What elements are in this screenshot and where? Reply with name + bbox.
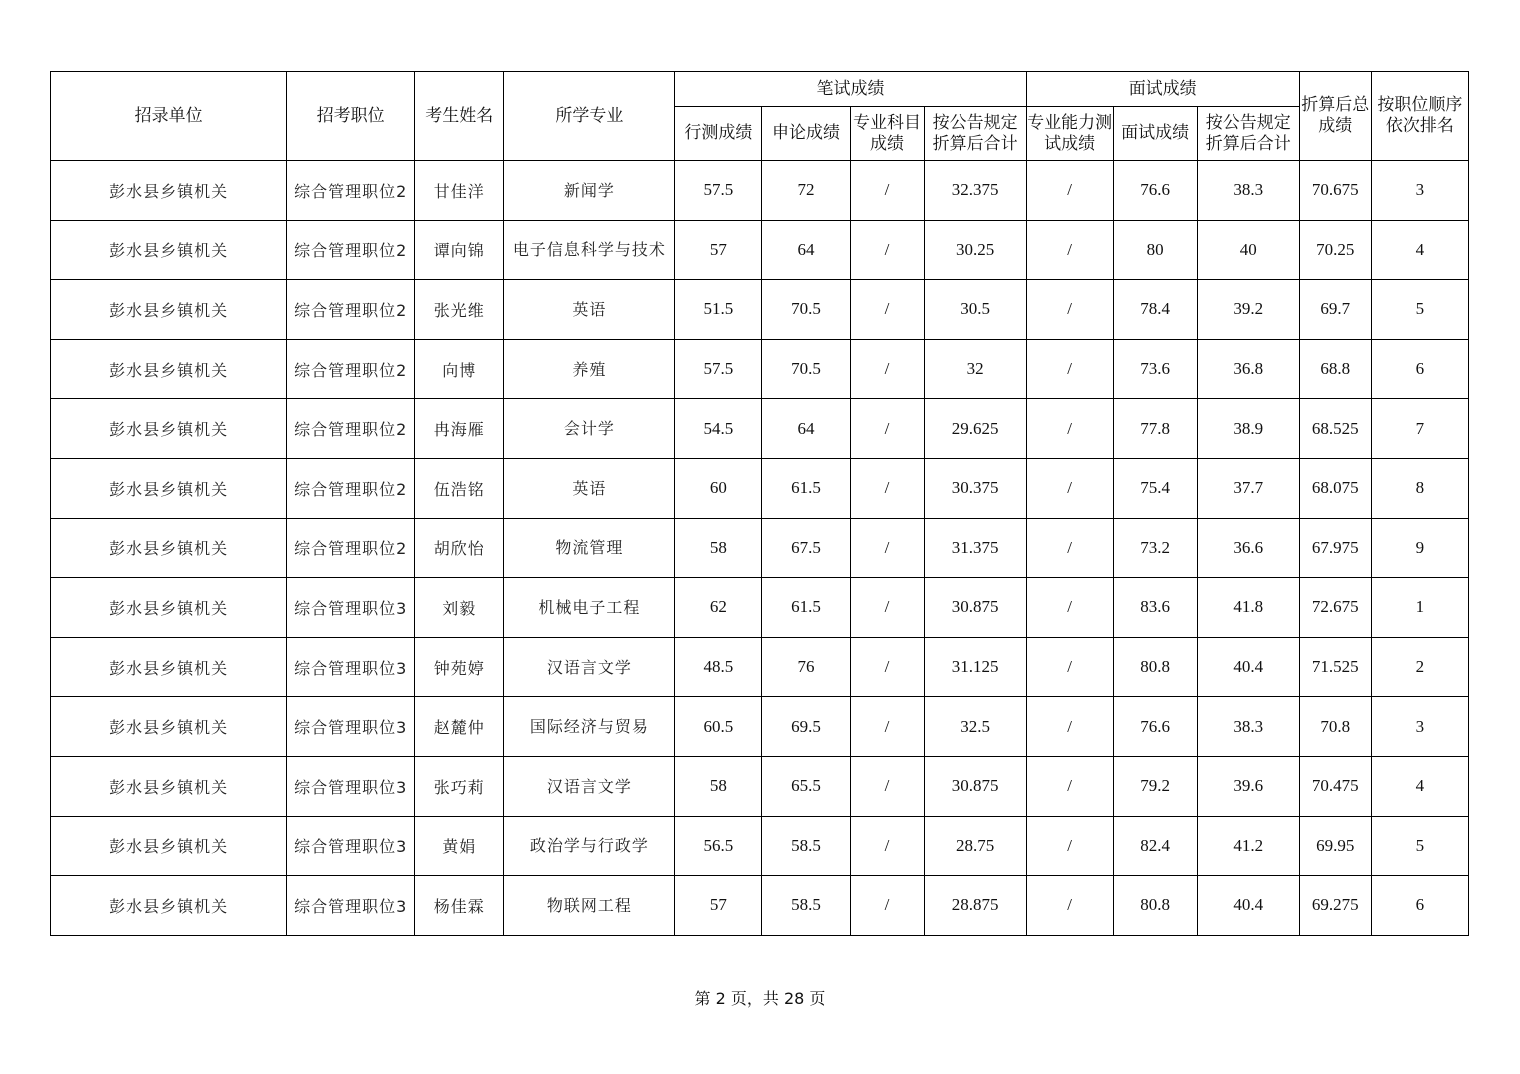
cell-ability: / — [1026, 458, 1113, 518]
cell-specialty: / — [850, 220, 924, 280]
cell-interview: 76.6 — [1113, 161, 1197, 221]
cell-rank: 2 — [1371, 637, 1468, 697]
cell-interview-total: 36.8 — [1197, 339, 1299, 399]
cell-name: 伍浩铭 — [415, 458, 504, 518]
cell-rank: 8 — [1371, 458, 1468, 518]
cell-shenlun: 61.5 — [762, 578, 850, 638]
cell-written-total: 29.625 — [924, 399, 1026, 459]
cell-position: 综合管理职位2 — [287, 399, 415, 459]
cell-position: 综合管理职位2 — [287, 458, 415, 518]
cell-final-total: 70.8 — [1299, 697, 1371, 757]
cell-specialty: / — [850, 399, 924, 459]
cell-written-total: 30.875 — [924, 756, 1026, 816]
cell-final-total: 68.8 — [1299, 339, 1371, 399]
cell-major: 汉语言文学 — [504, 637, 675, 697]
cell-unit: 彭水县乡镇机关 — [51, 578, 287, 638]
cell-final-total: 70.475 — [1299, 756, 1371, 816]
cell-written-total: 30.25 — [924, 220, 1026, 280]
cell-interview: 80 — [1113, 220, 1197, 280]
cell-written-total: 28.875 — [924, 876, 1026, 936]
table-row — [51, 280, 1469, 340]
cell-final-total: 68.525 — [1299, 399, 1371, 459]
cell-position: 综合管理职位2 — [287, 220, 415, 280]
cell-unit: 彭水县乡镇机关 — [51, 876, 287, 936]
header-major: 所学专业 — [504, 72, 675, 161]
cell-specialty: / — [850, 697, 924, 757]
cell-written-total: 32.375 — [924, 161, 1026, 221]
header-interview-total: 按公告规定折算后合计 — [1197, 107, 1299, 161]
table-row — [51, 637, 1469, 697]
cell-shenlun: 70.5 — [762, 280, 850, 340]
cell-xingce: 51.5 — [675, 280, 762, 340]
cell-ability: / — [1026, 518, 1113, 578]
cell-major: 会计学 — [504, 399, 675, 459]
cell-interview: 79.2 — [1113, 756, 1197, 816]
cell-shenlun: 61.5 — [762, 458, 850, 518]
cell-rank: 3 — [1371, 161, 1468, 221]
page-footer: 第 2 页，共 28 页 — [694, 989, 826, 1008]
cell-interview: 77.8 — [1113, 399, 1197, 459]
cell-major: 汉语言文学 — [504, 756, 675, 816]
cell-specialty: / — [850, 816, 924, 876]
cell-xingce: 58 — [675, 518, 762, 578]
cell-position: 综合管理职位2 — [287, 339, 415, 399]
cell-interview: 76.6 — [1113, 697, 1197, 757]
cell-written-total: 31.375 — [924, 518, 1026, 578]
cell-specialty: / — [850, 458, 924, 518]
table-row — [51, 399, 1469, 459]
cell-interview-total: 39.6 — [1197, 756, 1299, 816]
cell-interview-total: 41.2 — [1197, 816, 1299, 876]
cell-rank: 5 — [1371, 280, 1468, 340]
cell-written-total: 28.75 — [924, 816, 1026, 876]
cell-major: 养殖 — [504, 339, 675, 399]
header-final-total: 折算后总成绩 — [1299, 72, 1371, 161]
cell-major: 新闻学 — [504, 161, 675, 221]
cell-shenlun: 72 — [762, 161, 850, 221]
cell-name: 甘佳洋 — [415, 161, 504, 221]
cell-position: 综合管理职位3 — [287, 578, 415, 638]
cell-major: 电子信息科学与技术 — [504, 220, 675, 280]
cell-rank: 9 — [1371, 518, 1468, 578]
cell-name: 黄娟 — [415, 816, 504, 876]
cell-xingce: 57.5 — [675, 161, 762, 221]
cell-shenlun: 64 — [762, 399, 850, 459]
cell-ability: / — [1026, 637, 1113, 697]
header-ability: 专业能力测试成绩 — [1026, 107, 1113, 161]
cell-rank: 4 — [1371, 220, 1468, 280]
cell-interview-total: 36.6 — [1197, 518, 1299, 578]
cell-written-total: 30.875 — [924, 578, 1026, 638]
cell-ability: / — [1026, 161, 1113, 221]
cell-name: 钟苑婷 — [415, 637, 504, 697]
cell-unit: 彭水县乡镇机关 — [51, 458, 287, 518]
cell-major: 机械电子工程 — [504, 578, 675, 638]
header-position: 招考职位 — [287, 72, 415, 161]
cell-shenlun: 76 — [762, 637, 850, 697]
cell-unit: 彭水县乡镇机关 — [51, 637, 287, 697]
cell-major: 英语 — [504, 458, 675, 518]
cell-xingce: 56.5 — [675, 816, 762, 876]
cell-name: 赵麓仲 — [415, 697, 504, 757]
cell-ability: / — [1026, 697, 1113, 757]
cell-written-total: 31.125 — [924, 637, 1026, 697]
cell-position: 综合管理职位3 — [287, 637, 415, 697]
cell-written-total: 32.5 — [924, 697, 1026, 757]
cell-specialty: / — [850, 637, 924, 697]
cell-xingce: 60 — [675, 458, 762, 518]
cell-unit: 彭水县乡镇机关 — [51, 697, 287, 757]
cell-ability: / — [1026, 399, 1113, 459]
cell-major: 政治学与行政学 — [504, 816, 675, 876]
cell-xingce: 57.5 — [675, 339, 762, 399]
cell-interview-total: 40.4 — [1197, 876, 1299, 936]
cell-rank: 6 — [1371, 339, 1468, 399]
cell-unit: 彭水县乡镇机关 — [51, 220, 287, 280]
cell-shenlun: 64 — [762, 220, 850, 280]
cell-xingce: 57 — [675, 220, 762, 280]
header-written-group: 笔试成绩 — [675, 72, 1026, 107]
cell-unit: 彭水县乡镇机关 — [51, 280, 287, 340]
table-row — [51, 578, 1469, 638]
cell-final-total: 70.25 — [1299, 220, 1371, 280]
cell-rank: 5 — [1371, 816, 1468, 876]
table-row — [51, 697, 1469, 757]
cell-ability: / — [1026, 220, 1113, 280]
table-row — [51, 339, 1469, 399]
cell-final-total: 69.95 — [1299, 816, 1371, 876]
cell-ability: / — [1026, 816, 1113, 876]
cell-xingce: 60.5 — [675, 697, 762, 757]
cell-ability: / — [1026, 339, 1113, 399]
cell-position: 综合管理职位3 — [287, 756, 415, 816]
cell-interview: 75.4 — [1113, 458, 1197, 518]
cell-position: 综合管理职位3 — [287, 697, 415, 757]
cell-rank: 6 — [1371, 876, 1468, 936]
table-row — [51, 816, 1469, 876]
cell-name: 冉海雁 — [415, 399, 504, 459]
cell-rank: 1 — [1371, 578, 1468, 638]
cell-interview-total: 37.7 — [1197, 458, 1299, 518]
cell-final-total: 72.675 — [1299, 578, 1371, 638]
cell-xingce: 58 — [675, 756, 762, 816]
header-interview-group: 面试成绩 — [1026, 72, 1299, 107]
cell-specialty: / — [850, 578, 924, 638]
cell-shenlun: 67.5 — [762, 518, 850, 578]
cell-ability: / — [1026, 280, 1113, 340]
cell-name: 张巧莉 — [415, 756, 504, 816]
header-shenlun: 申论成绩 — [762, 107, 850, 161]
cell-shenlun: 58.5 — [762, 816, 850, 876]
cell-unit: 彭水县乡镇机关 — [51, 816, 287, 876]
cell-unit: 彭水县乡镇机关 — [51, 399, 287, 459]
cell-xingce: 62 — [675, 578, 762, 638]
cell-specialty: / — [850, 756, 924, 816]
cell-interview: 80.8 — [1113, 876, 1197, 936]
header-rank: 按职位顺序依次排名 — [1371, 72, 1468, 161]
cell-major: 国际经济与贸易 — [504, 697, 675, 757]
cell-unit: 彭水县乡镇机关 — [51, 339, 287, 399]
cell-final-total: 69.7 — [1299, 280, 1371, 340]
cell-interview: 73.2 — [1113, 518, 1197, 578]
cell-name: 杨佳霖 — [415, 876, 504, 936]
cell-interview-total: 38.3 — [1197, 161, 1299, 221]
header-name: 考生姓名 — [415, 72, 504, 161]
header-interview: 面试成绩 — [1113, 107, 1197, 161]
cell-major: 物流管理 — [504, 518, 675, 578]
cell-final-total: 68.075 — [1299, 458, 1371, 518]
cell-interview-total: 40.4 — [1197, 637, 1299, 697]
cell-rank: 7 — [1371, 399, 1468, 459]
header-written-total: 按公告规定折算后合计 — [924, 107, 1026, 161]
cell-xingce: 48.5 — [675, 637, 762, 697]
header-specialty: 专业科目成绩 — [850, 107, 924, 161]
table-row — [51, 756, 1469, 816]
cell-interview-total: 38.3 — [1197, 697, 1299, 757]
cell-unit: 彭水县乡镇机关 — [51, 161, 287, 221]
cell-name: 张光维 — [415, 280, 504, 340]
cell-position: 综合管理职位3 — [287, 816, 415, 876]
cell-specialty: / — [850, 280, 924, 340]
cell-xingce: 57 — [675, 876, 762, 936]
cell-ability: / — [1026, 578, 1113, 638]
cell-position: 综合管理职位3 — [287, 876, 415, 936]
table-row — [51, 518, 1469, 578]
cell-interview-total: 41.8 — [1197, 578, 1299, 638]
cell-written-total: 32 — [924, 339, 1026, 399]
cell-xingce: 54.5 — [675, 399, 762, 459]
cell-written-total: 30.5 — [924, 280, 1026, 340]
cell-interview: 83.6 — [1113, 578, 1197, 638]
cell-written-total: 30.375 — [924, 458, 1026, 518]
cell-specialty: / — [850, 876, 924, 936]
cell-final-total: 69.275 — [1299, 876, 1371, 936]
cell-shenlun: 58.5 — [762, 876, 850, 936]
cell-final-total: 71.525 — [1299, 637, 1371, 697]
cell-major: 英语 — [504, 280, 675, 340]
cell-name: 胡欣怡 — [415, 518, 504, 578]
cell-position: 综合管理职位2 — [287, 280, 415, 340]
cell-specialty: / — [850, 518, 924, 578]
cell-name: 向博 — [415, 339, 504, 399]
score-table — [50, 71, 1469, 936]
cell-rank: 3 — [1371, 697, 1468, 757]
cell-interview-total: 38.9 — [1197, 399, 1299, 459]
cell-unit: 彭水县乡镇机关 — [51, 756, 287, 816]
cell-unit: 彭水县乡镇机关 — [51, 518, 287, 578]
cell-interview-total: 40 — [1197, 220, 1299, 280]
cell-name: 刘毅 — [415, 578, 504, 638]
cell-name: 谭向锦 — [415, 220, 504, 280]
cell-interview: 78.4 — [1113, 280, 1197, 340]
table-row — [51, 220, 1469, 280]
table-row — [51, 876, 1469, 936]
cell-interview-total: 39.2 — [1197, 280, 1299, 340]
cell-ability: / — [1026, 876, 1113, 936]
table-body — [51, 161, 1469, 936]
cell-specialty: / — [850, 339, 924, 399]
cell-rank: 4 — [1371, 756, 1468, 816]
header-xingce: 行测成绩 — [675, 107, 762, 161]
cell-position: 综合管理职位2 — [287, 518, 415, 578]
cell-interview: 80.8 — [1113, 637, 1197, 697]
table-row — [51, 458, 1469, 518]
cell-shenlun: 69.5 — [762, 697, 850, 757]
cell-interview: 82.4 — [1113, 816, 1197, 876]
cell-shenlun: 70.5 — [762, 339, 850, 399]
cell-final-total: 67.975 — [1299, 518, 1371, 578]
cell-position: 综合管理职位2 — [287, 161, 415, 221]
cell-interview: 73.6 — [1113, 339, 1197, 399]
cell-shenlun: 65.5 — [762, 756, 850, 816]
cell-major: 物联网工程 — [504, 876, 675, 936]
cell-specialty: / — [850, 161, 924, 221]
cell-ability: / — [1026, 756, 1113, 816]
table-row — [51, 161, 1469, 221]
cell-final-total: 70.675 — [1299, 161, 1371, 221]
header-unit: 招录单位 — [51, 72, 287, 161]
